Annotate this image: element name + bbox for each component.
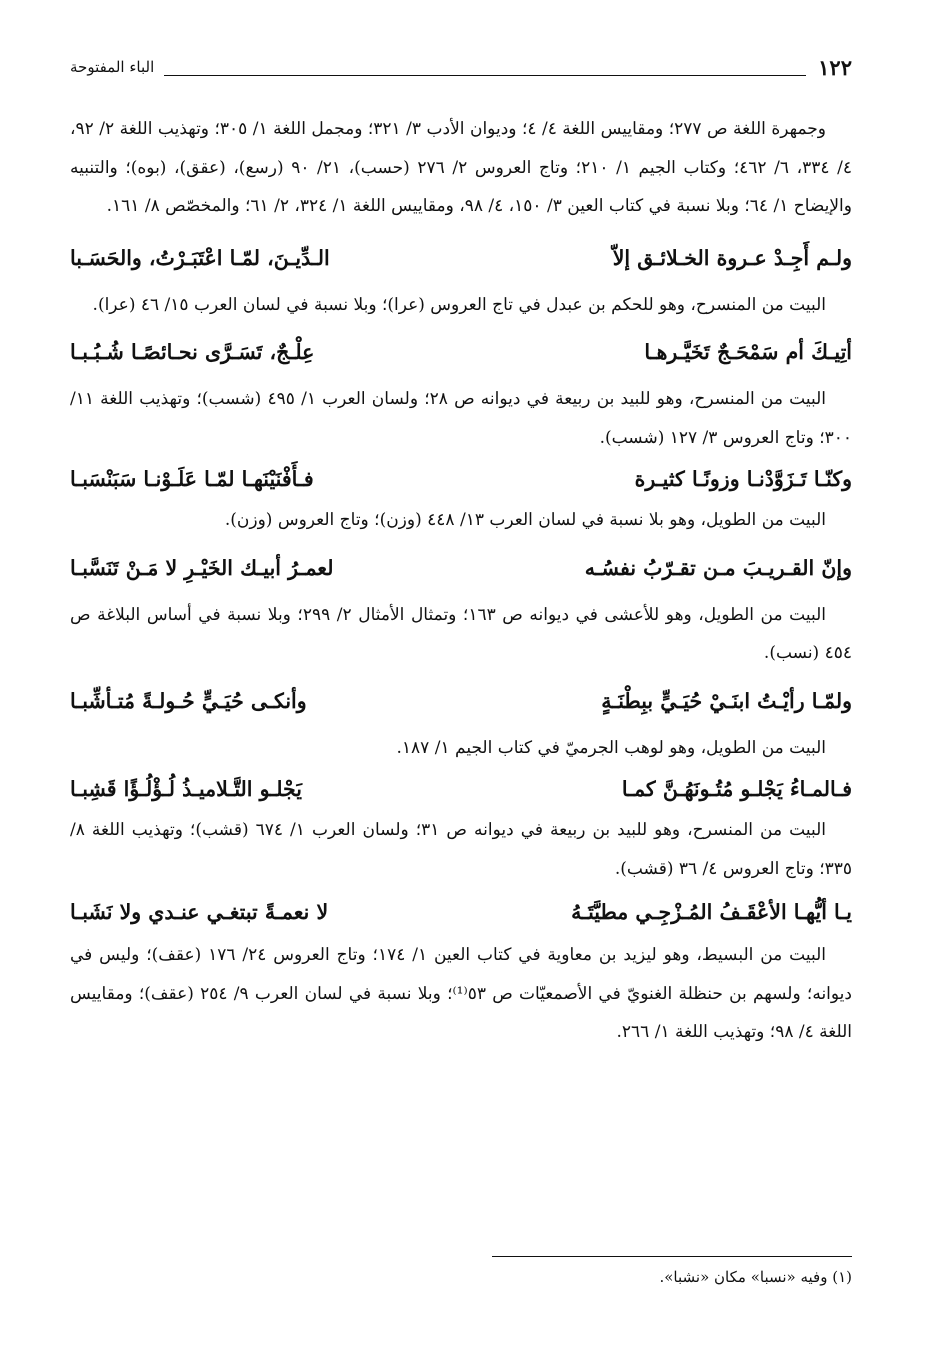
page-header	[70, 50, 852, 84]
verse-line	[70, 230, 852, 286]
verse-second-hemistich: عِلْـجٌ، تَسَـرَّى نحـائصًـا شُـبُـبـا	[70, 340, 315, 364]
verse-first-hemistich: أتِيـكَ أم سَمْحَـجٌ تَخَيَّـرهـا	[644, 340, 852, 364]
header-rule	[164, 75, 806, 76]
verse-line	[70, 540, 852, 596]
footnote: (١) وفيه «نسبا» مكان «نشبا».	[659, 1268, 852, 1286]
verse-note: البيت من البسيط، وهو ليزيد بن معاوية في كتاب العين ١/ ١٧٤؛ وتاج العروس ٢٤/ ١٧٦ (عقف)؛ وليس في ديوانه؛ ولسهم بن حنظلة الغنويّ في الأصمعيّات ص ٥٣⁽¹⁾؛ وبلا نسبة في لسان العرب ٩/ ٢٥٤ (عقف)؛ ومقاييس اللغة ٤/ ٩٨؛ وتهذيب اللغة ١/ ٢٦٦.	[70, 945, 852, 1042]
verse-first-hemistich: فـالمـاءُ يَجْلـو مُتُـونَهُـنَّ كمـا	[621, 777, 852, 801]
verse-first-hemistich: وإنّ القـريـبَ مـن تقـرّبُ نفسُـه	[584, 555, 852, 580]
verse-first-hemistich: ولمّـا رأيْـتُ ابنَـيْ حُيَـيٍّ ببِطْنَـةٍ	[601, 688, 852, 713]
verse-line	[70, 673, 852, 729]
verse-second-hemistich: الـدِّيـنَ، لمّـا اعْتَبَـرْتُ، والحَسَـبا	[70, 245, 330, 270]
verse-note: البيت من المنسرح، وهو للبيد بن ربيعة في ديوانه ص ٢٨؛ ولسان العرب ١/ ٤٩٥ (شسب)؛ وتهذيب اللغة ١١/ ٣٠٠؛ وتاج العروس ٣/ ١٢٧ (شسب).	[70, 389, 852, 448]
footnote-rule	[492, 1256, 852, 1257]
running-title: الباء المفتوحة	[70, 58, 155, 76]
verse-note: البيت من الطويل، وهو للأعشى في ديوانه ص ١٦٣؛ وتمثال الأمثال ٢/ ٢٩٩؛ وبلا نسبة في أساس البلاغة ص ٤٥٤ (نسب).	[70, 604, 852, 663]
verse-second-hemistich: لعمـرُ أبيـك الخَيْـرِ لا مَـنْ تَنَسَّبـا	[70, 555, 334, 580]
verse-second-hemistich: لا نعمـةً تبتغـي عنـدي ولا نَشَبـا	[70, 900, 329, 924]
verse-note: البيت من الطويل، وهو لوهب الجرميّ في كتاب الجيم ١/ ١٨٧.	[396, 737, 826, 758]
verse-second-hemistich: وأنكـى حُيَـيٍّ حُـولـةً مُتـأشِّبـا	[70, 688, 307, 713]
verse-line	[70, 324, 852, 380]
verse-note: البيت من المنسرح، وهو للبيد بن ربيعة في ديوانه ص ٣١؛ ولسان العرب ١/ ٦٧٤ (قشب)؛ وتهذيب اللغة ٨/ ٣٣٥؛ وتاج العروس ٤/ ٣٦ (قشب).	[70, 820, 852, 879]
book-page	[70, 50, 852, 1340]
verse-note: البيت من الطويل، وهو بلا نسبة في لسان العرب ١٣/ ٤٤٨ (وزن)؛ وتاج العروس (وزن).	[224, 510, 826, 530]
verse-note: البيت من المنسرح، وهو للحكم بن عبدل في تاج العروس (عرا)؛ وبلا نسبة في لسان العرب ١٥/ ٤٦ (عرا).	[92, 294, 826, 315]
page-content	[70, 110, 852, 1052]
verse-first-hemistich: وكنّـا تَـزَوَّدْنـا وزونًـا كثيـرة	[634, 467, 852, 491]
verse-line	[70, 888, 852, 936]
verse-line	[70, 457, 852, 501]
verse-first-hemistich: يـا أيُّهـا الأعْقَـفُ المُـزْجِـي مطيَّتَـهُ	[571, 900, 852, 924]
verse-second-hemistich: فـأَفْنَيْنَهـا لمّـا عَلَـوْنـا سَبَنْسَبـا	[70, 467, 314, 491]
verse-second-hemistich: يَجْلـو التَّـلاميـذُ لُـؤْلُـؤًا قَشِبـا	[70, 777, 302, 801]
verse-line	[70, 767, 852, 811]
page-number: ١٢٢	[818, 54, 852, 80]
verse-first-hemistich: ولـم أَجِـدْ عـروة الخـلائـق إلاّ	[612, 245, 852, 270]
intro-paragraph: وجمهرة اللغة ص ٢٧٧؛ ومقاييس اللغة ٤/ ٤؛ وديوان الأدب ٣/ ٣٢١؛ ومجمل اللغة ١/ ٣٠٥؛ وتهذيب اللغة ٢/ ٩٢، ٤/ ٣٣٤، ٦/ ٤٦٢؛ وكتاب الجيم ١/ ٢١٠؛ وتاج العروس ٢/ ٢٧٦ (حسب)، ٢١/ ٩٠ (رسع)، (عقق)، (بوه)؛ والتنبيه والإيضاح ١/ ٦٤؛ وبلا نسبة في كتاب العين ٣/ ١٥٠، ٤/ ٩٨، ومقاييس اللغة ١/ ٣٢٤، ٢/ ٦١؛ والمخصّص ٨/ ١٦١.	[70, 119, 852, 216]
